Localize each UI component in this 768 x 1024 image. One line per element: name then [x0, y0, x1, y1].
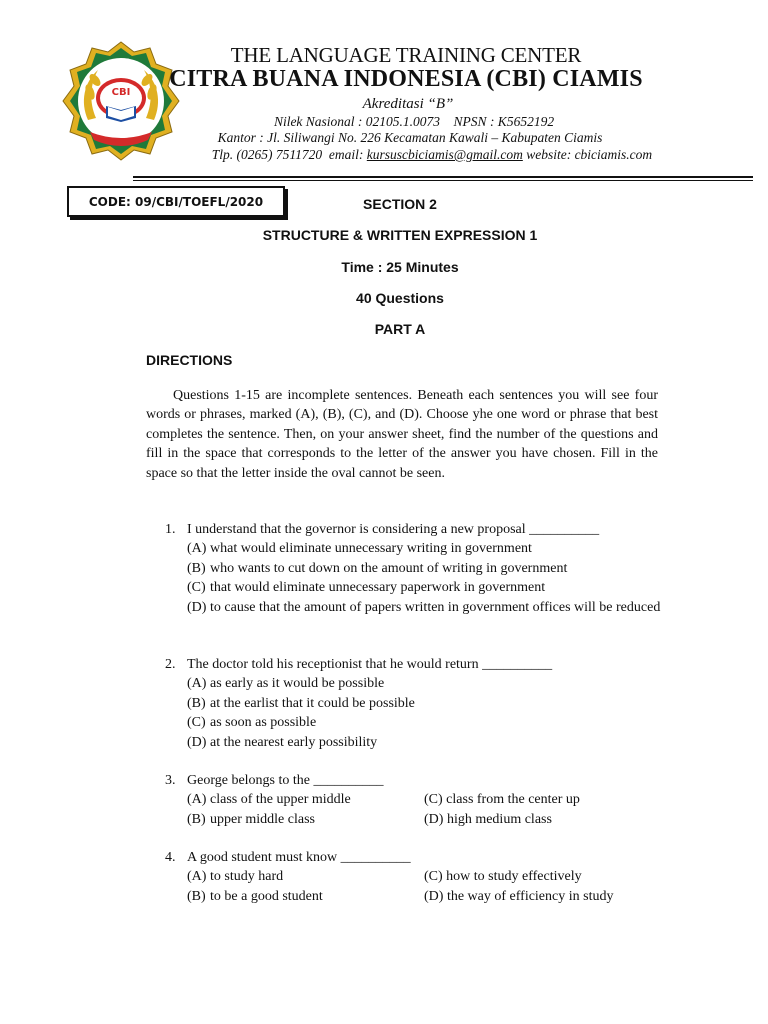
option-row — [165, 867, 665, 886]
option-a — [165, 674, 665, 693]
letterhead-contact — [48, 147, 768, 163]
option-b — [187, 887, 323, 906]
option-c — [424, 867, 582, 886]
option-text: upper middle class — [210, 811, 315, 827]
question-number: 2. — [165, 657, 176, 672]
option-a — [187, 790, 351, 809]
option-b — [187, 810, 315, 829]
option-text: at the earlist that it could be possible — [210, 695, 415, 711]
question-text: George belongs to the __________ — [187, 773, 384, 788]
test-code-box: CODE: 09/CBI/TOEFL/2020 — [67, 186, 285, 217]
option-letter: (A) — [187, 676, 207, 692]
option-d — [424, 887, 613, 906]
option-text: class of the upper middle — [210, 792, 351, 808]
option-letter: (B) — [187, 888, 206, 904]
option-text: the way of efficiency in study — [446, 888, 614, 904]
option-letter: (C) — [424, 869, 443, 885]
option-letter: (D) — [187, 734, 207, 750]
option-letter: (B) — [187, 560, 206, 576]
option-b — [165, 559, 665, 578]
section-heading: SECTION 2 — [363, 196, 437, 212]
directions-heading: DIRECTIONS — [146, 352, 233, 368]
question-number: 1. — [165, 522, 176, 537]
letterhead-ids: Nilek Nasional : 02105.1.0073 NPSN : K5652192 — [273, 114, 555, 129]
option-letter: (C) — [424, 792, 443, 808]
time-limit: Time : 25 Minutes — [341, 259, 459, 275]
option-text: to be a good student — [210, 888, 323, 904]
option-letter: (A) — [187, 541, 207, 557]
question-text: The doctor told his receptionist that he would return __________ — [187, 657, 553, 672]
letterhead-rule-thick — [133, 176, 753, 178]
question-text: I understand that the governor is considering a new proposal __________ — [187, 522, 600, 537]
option-letter: (C) — [187, 580, 206, 596]
option-text: at the nearest early possibility — [210, 734, 378, 750]
contact-email-link[interactable]: kursuscbiciamis@gmail.com — [366, 147, 523, 162]
option-a — [187, 867, 283, 886]
question-text: A good student must know __________ — [187, 850, 411, 865]
question-stem — [165, 771, 665, 790]
option-row — [165, 790, 665, 809]
question-3 — [165, 771, 665, 829]
option-d — [165, 733, 665, 752]
question-2 — [165, 655, 665, 752]
question-4 — [165, 848, 665, 906]
option-text: how to study effectively — [446, 869, 582, 885]
section-title: STRUCTURE & WRITTEN EXPRESSION 1 — [262, 227, 538, 243]
option-text: who wants to cut down on the amount of writing in government — [210, 560, 568, 576]
option-letter: (B) — [187, 811, 206, 827]
option-text: class from the center up — [446, 792, 580, 808]
option-c — [424, 790, 580, 809]
letterhead-school-name: CITRA BUANA INDONESIA (CBI) CIAMIS — [169, 66, 643, 92]
question-number: 4. — [165, 850, 176, 865]
option-d — [165, 598, 680, 617]
question-number: 3. — [165, 773, 176, 788]
letterhead-accreditation: Akreditasi “B” — [362, 96, 454, 112]
letterhead-org: THE LANGUAGE TRAINING CENTER — [230, 43, 582, 67]
option-letter: (A) — [187, 869, 207, 885]
option-letter: (A) — [187, 792, 207, 808]
option-letter: (C) — [187, 715, 206, 731]
option-text: high medium class — [446, 811, 552, 827]
option-b — [165, 694, 665, 713]
option-c — [165, 713, 665, 732]
letterhead-office-address: Kantor : Jl. Siliwangi No. 226 Kecamatan Kawali – Kabupaten Ciamis — [217, 130, 603, 145]
option-c — [165, 578, 665, 597]
directions-paragraph: Questions 1-15 are incomplete sentences. Beneath each sentences you will see four words or phrases, marked (A), (B), (C), and (D). Choose yhe one word or phrase that best completes the sentence. Then, on your answer sheet, find the number of the questions and fill in the space that corresponds to the letter of the answer you have chosen. Fill in the space so that the letter inside the oval cannot be seen. — [146, 388, 658, 481]
option-text: as early as it would be possible — [210, 676, 385, 692]
option-letter: (D) — [424, 811, 444, 827]
contact-website: website: cbiciamis.com — [522, 147, 653, 162]
option-text: that would eliminate unnecessary paperwork in government — [210, 580, 546, 596]
option-letter: (B) — [187, 695, 206, 711]
option-text: to cause that the amount of papers written in government offices will be reduced — [210, 599, 661, 615]
logo-text: CBI — [111, 87, 131, 98]
question-stem — [165, 520, 665, 539]
option-text: to study hard — [210, 869, 284, 885]
contact-phone: Tlp. (0265) 7511720 email: — [211, 147, 367, 162]
option-text: as soon as possible — [210, 715, 317, 731]
option-d — [424, 810, 552, 829]
question-stem — [165, 848, 665, 867]
letterhead-rule-thin — [133, 180, 753, 181]
option-a — [165, 539, 665, 558]
option-letter: (D) — [424, 888, 444, 904]
question-stem — [165, 655, 665, 674]
option-row — [165, 887, 665, 906]
option-row — [165, 810, 665, 829]
question-1 — [165, 520, 665, 617]
question-count: 40 Questions — [356, 290, 444, 306]
part-heading: PART A — [374, 321, 426, 337]
option-letter: (D) — [187, 599, 207, 615]
option-text: what would eliminate unnecessary writing in government — [210, 541, 532, 557]
